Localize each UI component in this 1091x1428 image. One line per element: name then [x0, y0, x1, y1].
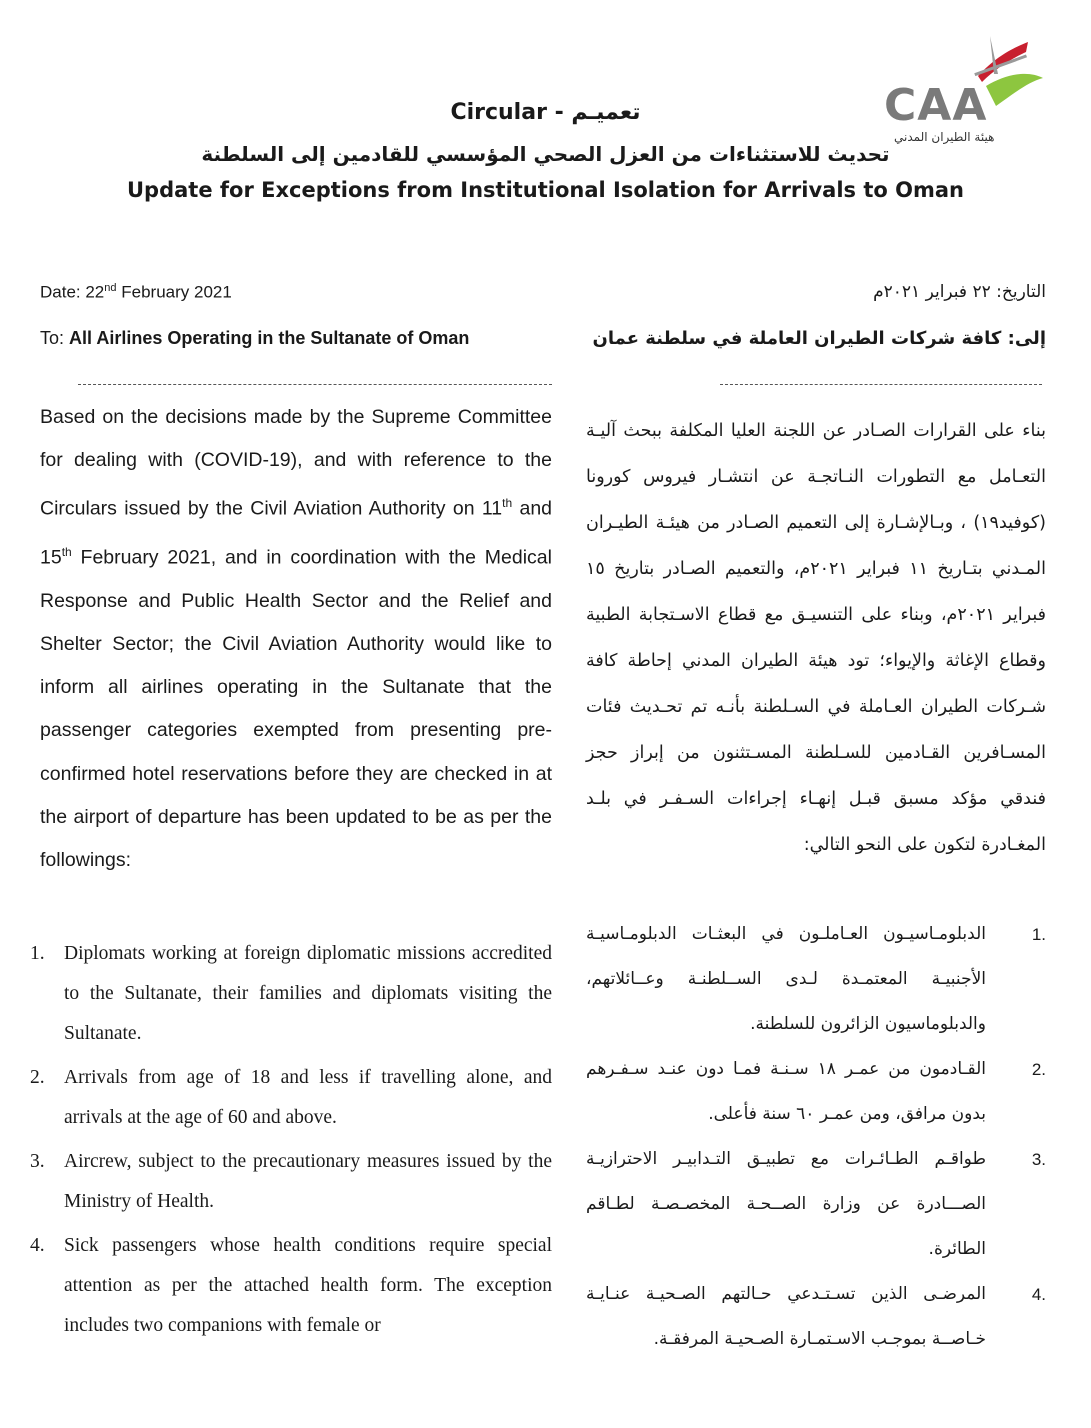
separator-arabic — [720, 384, 1042, 385]
recipient-value: All Airlines Operating in the Sultanate of Oman — [69, 328, 470, 348]
body-paragraph-arabic: بناء على القرارات الصـادر عن اللجنة العليا المكلفة ببحث آليـة التعـامل مع التطورات النـاتجـة عن انتشـار فيروس كورونا (كوفيد١٩) ، وبـالإشـارة إلى التعميم الصـادر من هيئـة الطيـران المـدني بتـاريخ ١١ فبراير ٢٠٢١م، والتعميم الصـادر بتاريخ ١٥ فبراير ٢٠٢١م، وبناء على التنسيـق مع قطاع الاسـتجابة الطبية وقطاع الإغاثة والإيواء؛ تود هيئة الطيران المدني إحاطة كافة شـركات الطيران العـاملة في السـلطنة بأنـه تم تحـديث فئات المسـافرين القـادمين للسـلطنة المسـتثنون من إبراز حجز فندقي مؤكد مسبق قبـل إنهـاء إجراءات السـفـر في بلـد المغـادرة لتكون على النحو التالي: — [586, 421, 1046, 855]
list-item: 2. القـادمون من عمـر ١٨ سـنـة فمـا دون عنـد سـفـرهم بدون مرافق، ومن عمـر ٦٠ سنة فأعلى. — [586, 1059, 1046, 1124]
exceptions-list-english — [30, 934, 552, 1350]
subtitle-arabic: تحديث للاستثناءات من العزل الصحي المؤسسي للقادمين إلى السلطنة — [201, 142, 890, 166]
recipient-english: To: All Airlines Operating in the Sultanate of Oman — [40, 328, 470, 348]
list-item: 1. الدبلومـاسيـون العـاملـون في البعثـات الدبلومـاسيـة الأجنبيـة المعتمـدة لـدى الســلطنـة وعــائلاتهم، والدبلوماسيون الزائرون للسلطنة. — [586, 924, 1046, 1034]
list-item: 2. Arrivals from age of 18 and less if travelling alone, and arrivals at the age of 60 and above. — [30, 1067, 552, 1128]
date-arabic: التاريخ: ٢٢ فبراير ٢٠٢١م — [873, 282, 1046, 302]
list-item: 3. Aircrew, subject to the precautionary measures issued by the Ministry of Health. — [30, 1151, 552, 1212]
logo-arabic-text: هيئة الطيران المدني — [894, 130, 995, 144]
exceptions-list-arabic — [586, 912, 1046, 1362]
date-english: Date: 22nd February 2021 — [40, 282, 232, 302]
body-paragraph-english: Based on the decisions made by the Supreme Committee for dealing with (COVID-19), and with reference to the Circulars issued by the Civil Aviation Authority on 11th and 15th February 2021, and in coordination with the Medical Response and Public Health Sector and the Relief and Shelter Sector; the Civil Aviation Authority would like to inform all airlines operating in the Sultanate that the passenger categories exempted from presenting pre-confirmed hotel reservations before they are checked in at the airport of departure has been updated to be as per the followings: — [40, 406, 553, 872]
recipient-arabic: إلى: كافة شركات الطيران العاملة في سلطنة عمان — [592, 328, 1046, 349]
list-item: 1. Diplomats working at foreign diplomatic missions accredited to the Sultanate, their families and diplomats visiting the Sultanate. — [30, 943, 552, 1044]
list-item: 4. Sick passengers whose health conditions require special attention as per the attached health form. The exception includes two companions with female or — [30, 1235, 552, 1336]
page-title: Circular - تعميـم — [450, 100, 641, 125]
subtitle-english: Update for Exceptions from Institutional Isolation for Arrivals to Oman — [127, 178, 964, 202]
separator-english — [78, 384, 552, 385]
logo-text: CAA — [884, 80, 988, 131]
list-item: 3. طواقـم الطـائـرات مع تطبيـق التـدابيـر الاحترازيـة الصـــادرة عن وزارة الصــحـة المخصـصـة لطـاقم الطائرة. — [586, 1149, 1046, 1259]
list-item: 4. المرضـى الذين تسـتـدعي حـالتهم الصـحيـة عنـايـة خـاصــة بموجـب الاسـتمـارة الصـحيـة المرفقـة. — [586, 1284, 1046, 1349]
